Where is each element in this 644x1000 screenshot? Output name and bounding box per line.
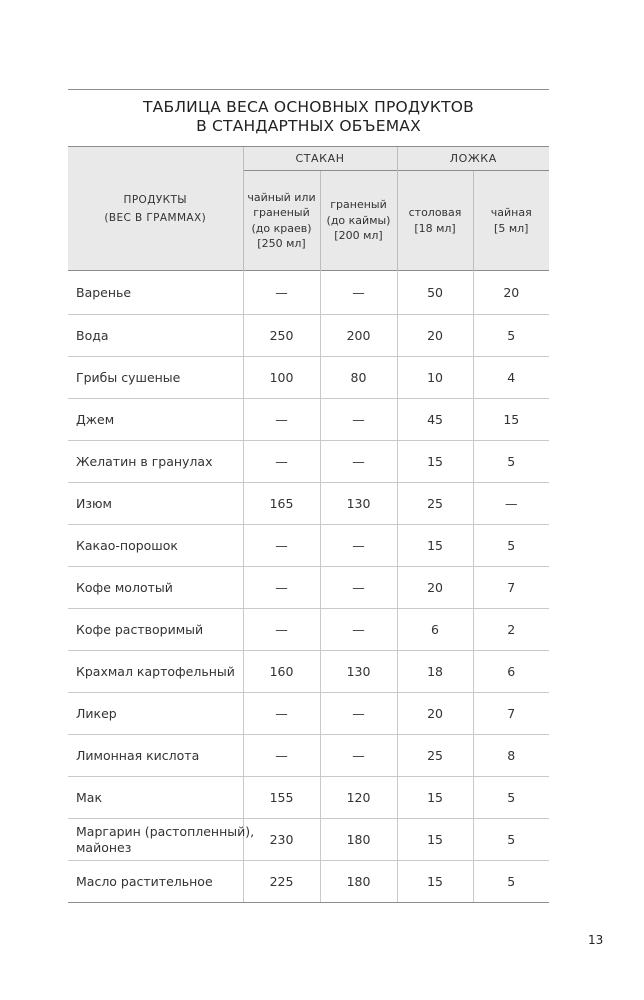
- top-rule: [68, 89, 549, 90]
- header-products-line: (ВЕС В ГРАММАХ): [104, 211, 207, 224]
- header-col-tea-glass: [243, 171, 320, 271]
- header-col-teaspoon: [473, 171, 549, 271]
- table-row: [68, 609, 549, 651]
- product-name: Кофе молотый: [76, 579, 173, 595]
- product-name-cell: [68, 441, 243, 483]
- header-col-line: столовая: [408, 206, 462, 219]
- tablespoon-value: 6: [397, 609, 473, 651]
- teaspoon-value: 4: [473, 357, 549, 399]
- tablespoon-value: 15: [397, 819, 473, 861]
- tablespoon-value: 15: [397, 441, 473, 483]
- product-name: Какао-порошок: [76, 537, 178, 553]
- faceted-glass-value: 130: [320, 651, 397, 693]
- product-name: Желатин в гранулах: [76, 453, 213, 469]
- teaspoon-value: 20: [473, 271, 549, 315]
- header-col-line: [200 мл]: [334, 229, 383, 243]
- tea-glass-value: —: [243, 525, 320, 567]
- product-name-cell: [68, 483, 243, 525]
- table-row: [68, 357, 549, 399]
- weights-table: [68, 146, 549, 903]
- header-col-line: [5 мл]: [494, 221, 529, 235]
- product-name-cell: [68, 609, 243, 651]
- tablespoon-value: 20: [397, 567, 473, 609]
- product-name: Вода: [76, 327, 109, 343]
- tea-glass-value: 165: [243, 483, 320, 525]
- faceted-glass-value: 120: [320, 777, 397, 819]
- header-col-line: (до каймы): [326, 213, 391, 227]
- product-name-cell: [68, 735, 243, 777]
- page-number: 13: [588, 933, 604, 947]
- teaspoon-value: 5: [473, 441, 549, 483]
- faceted-glass-value: —: [320, 567, 397, 609]
- faceted-glass-value: —: [320, 441, 397, 483]
- table-row: [68, 483, 549, 525]
- tea-glass-value: —: [243, 271, 320, 315]
- product-name-cell: [68, 777, 243, 819]
- product-name-cell: [68, 525, 243, 567]
- header-col-line: граненый: [253, 206, 310, 219]
- table-row: [68, 777, 549, 819]
- tablespoon-value: 45: [397, 399, 473, 441]
- product-name: Кофе растворимый: [76, 621, 204, 637]
- tea-glass-value: —: [243, 735, 320, 777]
- faceted-glass-value: 180: [320, 819, 397, 861]
- table-title-line-1: ТАБЛИЦА ВЕСА ОСНОВНЫХ ПРОДУКТОВ: [143, 98, 474, 116]
- tea-glass-value: —: [243, 399, 320, 441]
- table-row: [68, 567, 549, 609]
- table-row: [68, 271, 549, 315]
- teaspoon-value: 15: [473, 399, 549, 441]
- table-row: [68, 399, 549, 441]
- teaspoon-value: 8: [473, 735, 549, 777]
- table-title-line-2: В СТАНДАРТНЫХ ОБЪЕМАХ: [196, 117, 421, 135]
- product-name-cell: [68, 651, 243, 693]
- product-name-cell: [68, 399, 243, 441]
- tablespoon-value: 15: [397, 525, 473, 567]
- product-name-cell: [68, 271, 243, 315]
- header-col-line: чайный или: [247, 190, 316, 204]
- teaspoon-value: 7: [473, 567, 549, 609]
- product-name-cell: [68, 315, 243, 357]
- faceted-glass-value: 130: [320, 483, 397, 525]
- faceted-glass-value: —: [320, 525, 397, 567]
- product-name: Ликер: [76, 705, 117, 721]
- faceted-glass-value: —: [320, 609, 397, 651]
- tea-glass-value: —: [243, 567, 320, 609]
- teaspoon-value: —: [473, 483, 549, 525]
- teaspoon-value: 5: [473, 315, 549, 357]
- product-name: майонез: [76, 839, 132, 855]
- product-name: Масло растительное: [76, 873, 213, 889]
- header-col-line: [250 мл]: [257, 237, 306, 250]
- product-name: Варенье: [76, 284, 132, 300]
- product-name: Крахмал картофельный: [76, 663, 235, 679]
- tablespoon-value: 15: [397, 861, 473, 903]
- teaspoon-value: 5: [473, 861, 549, 903]
- teaspoon-value: 7: [473, 693, 549, 735]
- table-row: [68, 735, 549, 777]
- header-products: [68, 147, 243, 271]
- table-row: [68, 315, 549, 357]
- table-row: [68, 441, 549, 483]
- faceted-glass-value: —: [320, 693, 397, 735]
- faceted-glass-value: 180: [320, 861, 397, 903]
- tea-glass-value: 250: [243, 315, 320, 357]
- tea-glass-value: —: [243, 441, 320, 483]
- header-spoon-group: ЛОЖКА: [397, 147, 549, 171]
- faceted-glass-value: 200: [320, 315, 397, 357]
- product-name: Мак: [76, 789, 102, 805]
- header-col-line: [18 мл]: [414, 221, 456, 235]
- product-name-cell: [68, 861, 243, 903]
- tea-glass-value: 160: [243, 651, 320, 693]
- teaspoon-value: 6: [473, 651, 549, 693]
- table-row: [68, 651, 549, 693]
- tea-glass-value: —: [243, 693, 320, 735]
- table-title: [68, 98, 549, 136]
- header-col-line: чайная: [490, 206, 532, 219]
- product-name-cell: [68, 819, 255, 861]
- tea-glass-value: 155: [243, 777, 320, 819]
- tablespoon-value: 50: [397, 271, 473, 315]
- teaspoon-value: 5: [473, 819, 549, 861]
- table-row: [68, 819, 549, 861]
- header-glass-group: СТАКАН: [243, 147, 397, 171]
- header-col-line: граненый: [330, 198, 387, 212]
- tea-glass-value: 225: [243, 861, 320, 903]
- tablespoon-value: 25: [397, 735, 473, 777]
- product-name-cell: [68, 357, 243, 399]
- table-row: [68, 861, 549, 903]
- product-name-cell: [68, 567, 243, 609]
- tea-glass-value: 230: [243, 819, 320, 861]
- tablespoon-value: 10: [397, 357, 473, 399]
- product-name: Грибы сушеные: [76, 369, 181, 385]
- header-products-line: ПРОДУКТЫ: [123, 193, 187, 206]
- product-name: Изюм: [76, 495, 112, 511]
- product-name: Лимонная кислота: [76, 747, 200, 763]
- header-col-tablespoon: [397, 171, 473, 271]
- teaspoon-value: 2: [473, 609, 549, 651]
- faceted-glass-value: —: [320, 399, 397, 441]
- tea-glass-value: —: [243, 609, 320, 651]
- teaspoon-value: 5: [473, 777, 549, 819]
- table-row: [68, 525, 549, 567]
- faceted-glass-value: —: [320, 735, 397, 777]
- table-row: [68, 693, 549, 735]
- tablespoon-value: 20: [397, 693, 473, 735]
- teaspoon-value: 5: [473, 525, 549, 567]
- tablespoon-value: 15: [397, 777, 473, 819]
- header-col-line: (до краев): [251, 221, 312, 235]
- tablespoon-value: 18: [397, 651, 473, 693]
- tea-glass-value: 100: [243, 357, 320, 399]
- product-name: Джем: [76, 411, 115, 427]
- product-name-cell: [68, 693, 243, 735]
- tablespoon-value: 20: [397, 315, 473, 357]
- product-name: Маргарин (растопленный),: [76, 823, 255, 839]
- tablespoon-value: 25: [397, 483, 473, 525]
- table-body: [68, 271, 549, 903]
- faceted-glass-value: —: [320, 271, 397, 315]
- header-col-faceted-glass: [320, 171, 397, 271]
- faceted-glass-value: 80: [320, 357, 397, 399]
